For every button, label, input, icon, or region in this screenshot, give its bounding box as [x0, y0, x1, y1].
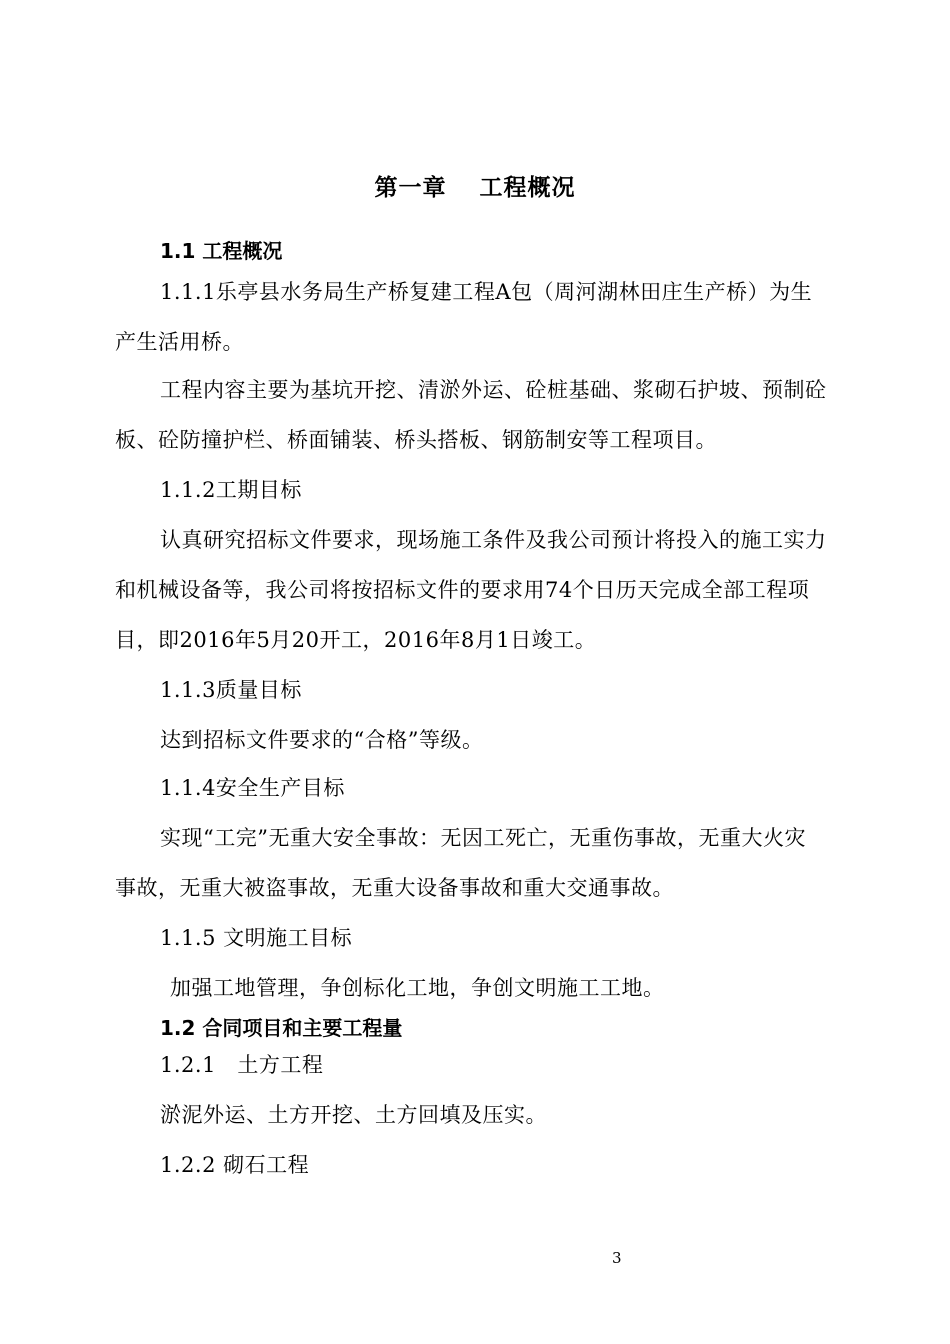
paragraph-line: 达到招标文件要求的“合格”等级。 [160, 728, 484, 752]
paragraph-line: 和机械设备等，我公司将按招标文件的要求用74个日历天完成全部工程项 [115, 578, 810, 602]
subsection-heading: 1.1.5 文明施工目标 [160, 926, 353, 950]
paragraph-line: 事故，无重大被盗事故，无重大设备事故和重大交通事故。 [115, 876, 674, 900]
paragraph-line: 加强工地管理，争创标化工地，争创文明施工工地。 [170, 976, 665, 1000]
paragraph-line: 板、砼防撞护栏、桥面铺装、桥头搭板、钢筋制安等工程项目。 [115, 428, 717, 452]
paragraph-line: 认真研究招标文件要求，现场施工条件及我公司预计将投入的施工实力 [160, 528, 827, 552]
paragraph-line: 工程内容主要为基坑开挖、清淤外运、砼桩基础、浆砌石护坡、预制砼 [160, 378, 827, 402]
subsection-heading: 1.1.3质量目标 [160, 678, 302, 702]
paragraph-line: 目，即2016年5月20开工，2016年8月1日竣工。 [115, 628, 597, 652]
page-number: 3 [612, 1249, 622, 1267]
paragraph-line: 实现“工完”无重大安全事故：无因工死亡，无重伤事故，无重大火灾 [160, 826, 806, 850]
section-heading-1-2: 1.2 合同项目和主要工程量 [160, 1016, 403, 1040]
subsection-heading: 1.2.1 土方工程 [160, 1053, 324, 1077]
paragraph-line: 1.1.1乐亭县水务局生产桥复建工程A包（周河湖林田庄生产桥）为生 [160, 280, 813, 304]
paragraph-line: 淤泥外运、土方开挖、土方回填及压实。 [160, 1103, 547, 1127]
subsection-heading: 1.1.4安全生产目标 [160, 776, 345, 800]
chapter-title: 第一章 工程概况 [374, 175, 576, 201]
paragraph-line: 产生活用桥。 [115, 330, 244, 354]
section-heading-1-1: 1.1 工程概况 [160, 239, 283, 263]
subsection-heading: 1.2.2 砌石工程 [160, 1153, 310, 1177]
subsection-heading: 1.1.2工期目标 [160, 478, 302, 502]
